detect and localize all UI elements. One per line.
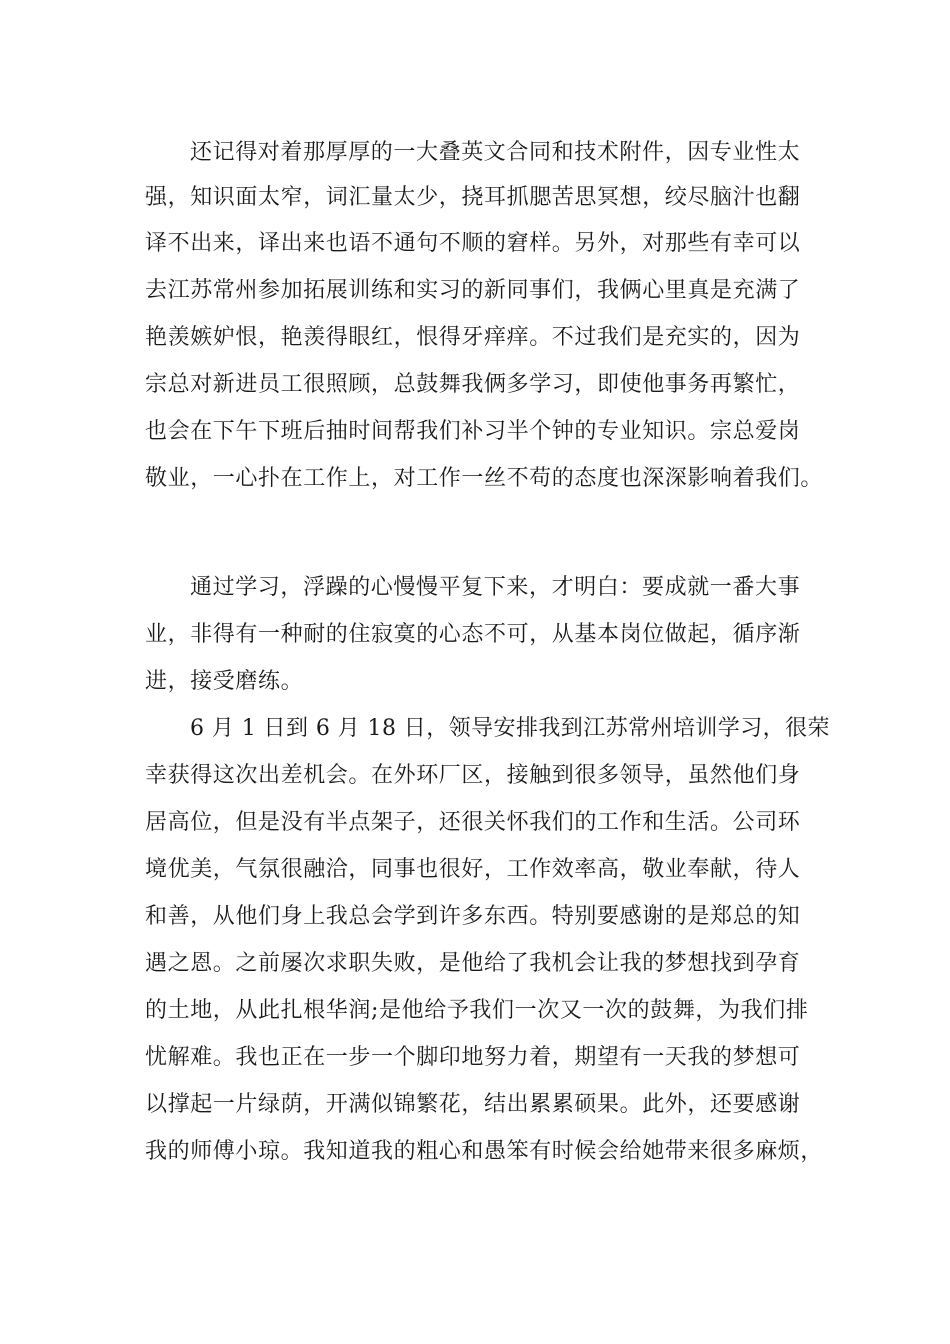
paragraph-1-line-3: 译不出来，译出来也语不通句不顺的窘样。另外，对那些有幸可以 — [145, 231, 801, 256]
paragraph-2-line-1: 通过学习，浮躁的心慢慢平复下来，才明白：要成就一番大事 — [190, 575, 801, 600]
paragraph-3-line-1: 6 月 1 日到 6 月 18 日，领导安排我到江苏常州培训学习，很荣 — [190, 716, 830, 741]
paragraph-3-line-5: 和善，从他们身上我总会学到许多东西。特别要感谢的是郑总的知 — [145, 904, 801, 929]
paragraph-1-line-4: 去江苏常州参加拓展训练和实习的新同事们，我俩心里真是充满了 — [145, 278, 801, 303]
paragraph-1-line-5: 艳羡嫉妒恨，艳羡得眼红，恨得牙痒痒。不过我们是充实的，因为 — [145, 325, 801, 350]
paragraph-1-line-8: 敬业，一心扑在工作上，对工作一丝不苟的态度也深深影响着我们。 — [145, 466, 824, 491]
paragraph-3-line-7: 的土地，从此扎根华润;是他给予我们一次又一次的鼓舞，为我们排 — [145, 998, 809, 1023]
paragraph-2-line-3: 进，接受磨练。 — [145, 669, 304, 694]
paragraph-3-line-9: 以撑起一片绿荫，开满似锦繁花，结出累累硕果。此外，还要感谢 — [145, 1092, 801, 1117]
paragraph-2-line-2: 业，非得有一种耐的住寂寞的心态不可，从基本岗位做起，循序渐 — [145, 622, 801, 647]
paragraph-1-line-7: 也会在下午下班后抽时间帮我们补习半个钟的专业知识。宗总爱岗 — [145, 419, 801, 444]
paragraph-3-line-4: 境优美，气氛很融洽，同事也很好，工作效率高，敬业奉献，待人 — [145, 857, 801, 882]
paragraph-3-line-6: 遇之恩。之前屡次求职失败，是他给了我机会让我的梦想找到孕育 — [145, 951, 801, 976]
paragraph-1-line-2: 强，知识面太窄，词汇量太少，挠耳抓腮苦思冥想，绞尽脑汁也翻 — [145, 185, 801, 210]
paragraph-3-line-8: 忧解难。我也正在一步一个脚印地努力着，期望有一天我的梦想可 — [145, 1045, 801, 1070]
paragraph-1-line-1: 还记得对着那厚厚的一大叠英文合同和技术附件，因专业性太 — [190, 140, 801, 165]
paragraph-3-line-2: 幸获得这次出差机会。在外环厂区，接触到很多领导，虽然他们身 — [145, 763, 801, 788]
paragraph-3-line-10: 我的师傅小琼。我知道我的粗心和愚笨有时候会给她带来很多麻烦， — [145, 1139, 824, 1164]
paragraph-3-line-3: 居高位，但是没有半点架子，还很关怀我们的工作和生活。公司环 — [145, 810, 801, 835]
paragraph-1-line-6: 宗总对新进员工很照顾，总鼓舞我俩多学习，即使他事务再繁忙， — [145, 372, 801, 397]
